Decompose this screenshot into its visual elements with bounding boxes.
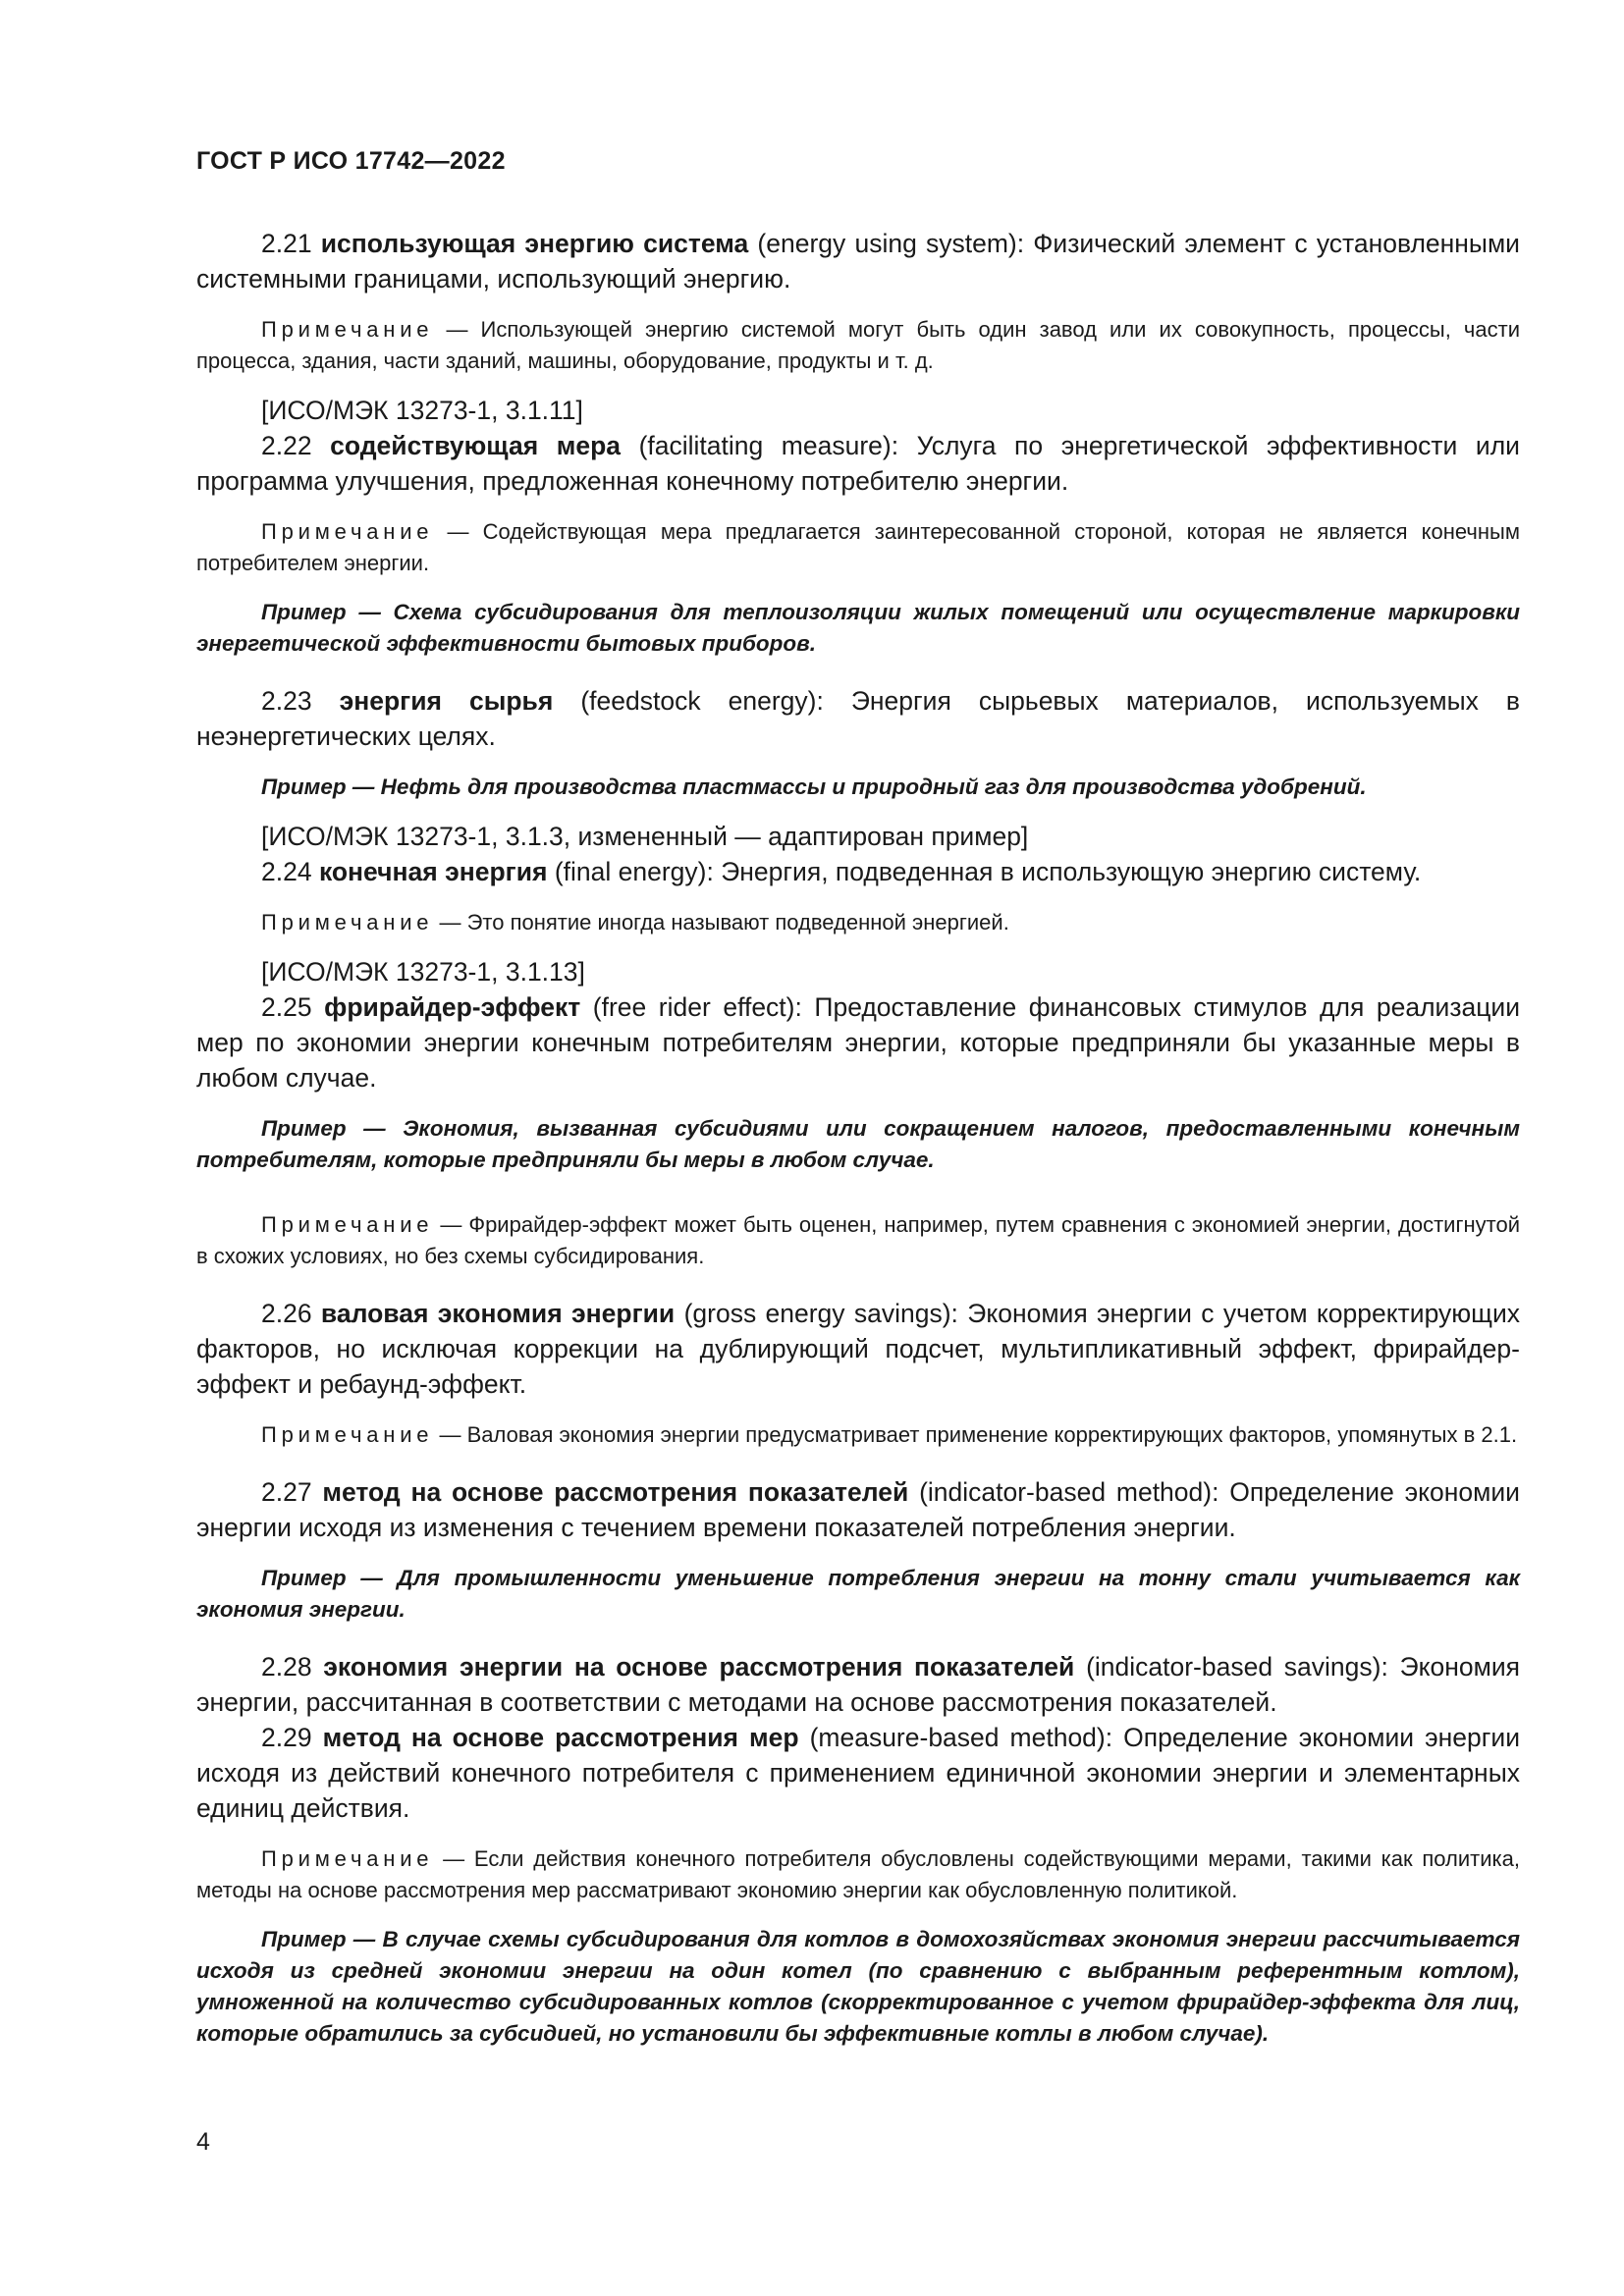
term-english: (final energy):	[554, 857, 714, 886]
term-definition: Энергия, подведенная в использующую энергию систему.	[721, 857, 1422, 886]
term-definition: Определение экономии энергии исходя из изменения с течением времени показателей потребления энергии.	[196, 1477, 1520, 1542]
note-2-22	[196, 516, 1520, 579]
term-entry-2-28	[196, 1649, 1520, 1720]
note-label: Примечание	[261, 519, 434, 544]
term-entry-2-26	[196, 1296, 1520, 1402]
note-2-21	[196, 314, 1520, 377]
term-definition: Физический элемент с установленными системными границами, использующий энергию.	[196, 229, 1520, 294]
note-dash: —	[443, 1846, 465, 1871]
note-label: Примечание	[261, 1212, 434, 1237]
note-dash: —	[446, 317, 468, 342]
note-2-24	[196, 907, 1520, 938]
term-number: 2.22	[261, 431, 312, 460]
term-name: метод на основе рассмотрения мер	[322, 1723, 799, 1752]
term-number: 2.21	[261, 229, 312, 258]
reference-2-21: [ИСО/МЭК 13273-1, 3.1.11]	[261, 396, 583, 425]
term-entry-2-22	[196, 428, 1520, 499]
term-english: (measure-based method):	[809, 1723, 1113, 1752]
example-2-25: Пример — Экономия, вызванная субсидиями или сокращением налогов, предоставленными конечным потребителям, которые предприняли бы меры в любом случае.	[196, 1116, 1520, 1172]
term-definition: Предоставление финансовых стимулов для реализации мер по экономии энергии конечным потребителям энергии, которые предприняли бы указанные меры в любом случае.	[196, 992, 1521, 1093]
term-entry-2-25	[196, 989, 1520, 1095]
term-english: (facilitating measure):	[638, 431, 899, 460]
note-label: Примечание	[261, 910, 434, 934]
term-english: (gross energy savings):	[683, 1299, 958, 1328]
term-name: конечная энергия	[318, 857, 548, 886]
term-number: 2.25	[261, 992, 312, 1022]
note-label: Примечание	[261, 1422, 434, 1447]
reference-2-24: [ИСО/МЭК 13273-1, 3.1.13]	[261, 957, 585, 987]
note-dash: —	[439, 910, 461, 934]
note-text: Фрирайдер-эффект может быть оценен, например, путем сравнения с экономией энергии, достигнутой в схожих условиях, но без схемы субсидирования.	[196, 1212, 1520, 1268]
term-entry-2-23	[196, 683, 1520, 754]
note-text: Использующей энергию системой могут быть один завод или их совокупность, процессы, части процесса, здания, части зданий, машины, оборудование, продукты и т. д.	[196, 317, 1520, 373]
term-definition: Услуга по энергетической эффективности или программа улучшения, предложенная конечному потребителю энергии.	[196, 431, 1520, 496]
term-number: 2.24	[261, 857, 312, 886]
term-definition: Энергия сырьевых материалов, используемых в неэнергетических целях.	[196, 686, 1520, 751]
term-english: (indicator-based method):	[919, 1477, 1219, 1507]
note-2-26	[196, 1419, 1520, 1451]
note-2-25	[196, 1209, 1520, 1272]
note-text: Если действия конечного потребителя обусловлены содействующими мерами, такими как политика, методы на основе рассмотрения мер рассматривают экономию энергии как обусловленную политикой.	[196, 1846, 1520, 1902]
term-entry-2-24	[196, 854, 1520, 889]
term-name: использующая энергию система	[320, 229, 749, 258]
term-name: экономия энергии на основе рассмотрения показателей	[323, 1652, 1075, 1682]
term-name: метод на основе рассмотрения показателей	[322, 1477, 909, 1507]
term-number: 2.26	[261, 1299, 312, 1328]
example-2-23: Пример — Нефть для производства пластмассы и природный газ для производства удобрений.	[261, 774, 1367, 799]
example-2-29: Пример — В случае схемы субсидирования для котлов в домохозяйствах экономия энергии рассчитывается исходя из средней экономии энергии на один котел (по сравнению с выбранным референтным котлом), умноженной на количество субсидированных котлов (скорректированное с учетом фрирайдер-эффекта для лиц, которые обратились за субсидией, но установили бы эффективные котлы в любом случае).	[196, 1927, 1520, 2046]
note-label: Примечание	[261, 317, 434, 342]
term-definition: Экономия энергии, рассчитанная в соответствии с методами на основе рассмотрения показателей.	[196, 1652, 1520, 1717]
note-text: Это понятие иногда называют подведенной энергией.	[466, 910, 1009, 934]
example-2-22: Пример — Схема субсидирования для теплоизоляции жилых помещений или осуществление маркировки энергетической эффективности бытовых приборов.	[196, 600, 1520, 656]
note-text: Содействующая мера предлагается заинтересованной стороной, которая не является конечным потребителем энергии.	[196, 519, 1520, 575]
reference-2-23: [ИСО/МЭК 13273-1, 3.1.3, измененный — адаптирован пример]	[261, 822, 1029, 851]
term-entry-2-29	[196, 1720, 1520, 1826]
note-dash: —	[440, 1212, 462, 1237]
document-header: ГОСТ Р ИСО 17742—2022	[196, 147, 506, 175]
note-dash: —	[439, 1422, 461, 1447]
term-english: (indicator-based savings):	[1086, 1652, 1388, 1682]
term-entry-2-21	[196, 226, 1520, 296]
term-definition: Определение экономии энергии исходя из действий конечного потребителя с применением единичной экономии энергии и элементарных единиц действия.	[196, 1723, 1520, 1823]
term-definition: Экономия энергии с учетом корректирующих факторов, но исключая коррекции на дублирующий подсчет, мультипликативный эффект, фрирайдер-эффект и ребаунд-эффект.	[196, 1299, 1520, 1399]
term-number: 2.28	[261, 1652, 312, 1682]
term-english: (free rider effect):	[592, 992, 802, 1022]
term-name: валовая экономия энергии	[320, 1299, 676, 1328]
note-label: Примечание	[261, 1846, 434, 1871]
term-name: энергия сырья	[339, 686, 554, 716]
page-number: 4	[196, 2128, 210, 2156]
term-name: фрирайдер-эффект	[324, 992, 581, 1022]
term-number: 2.23	[261, 686, 312, 716]
example-2-27: Пример — Для промышленности уменьшение потребления энергии на тонну стали учитывается как экономия энергии.	[196, 1566, 1520, 1622]
term-number: 2.27	[261, 1477, 312, 1507]
term-number: 2.29	[261, 1723, 312, 1752]
note-dash: —	[447, 519, 469, 544]
term-entry-2-27	[196, 1474, 1520, 1545]
term-english: (energy using system):	[757, 229, 1025, 258]
note-2-29	[196, 1843, 1520, 1906]
document-body	[196, 226, 1520, 2050]
term-name: содействующая мера	[330, 431, 621, 460]
term-english: (feedstock energy):	[580, 686, 824, 716]
note-text: Валовая экономия энергии предусматривает применение корректирующих факторов, упомянутых в 2.1.	[466, 1422, 1518, 1447]
